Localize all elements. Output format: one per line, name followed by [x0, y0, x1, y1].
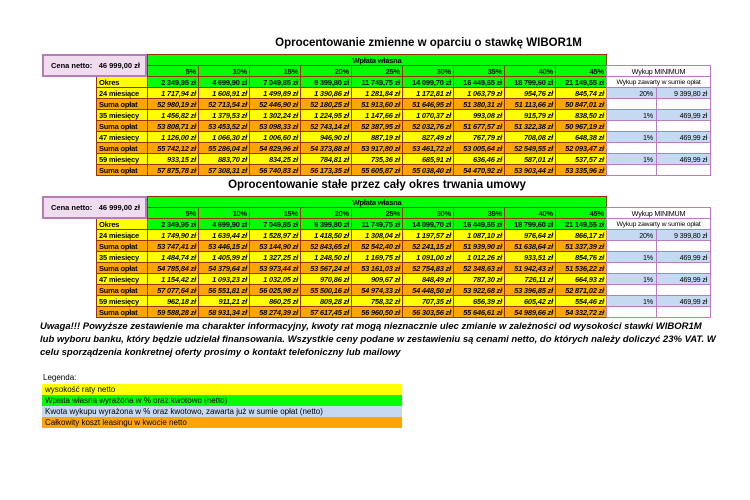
- fixed-rate-title: Oprocentowanie stałe przez cały okres trwania umowy: [228, 179, 526, 191]
- buyout-amount-cell: [657, 165, 711, 176]
- row-label: Okres: [97, 219, 148, 230]
- rate-cell: 1 224,95 zł: [301, 110, 352, 121]
- table-row: [97, 230, 607, 241]
- rate-cell: 554,46 zł: [556, 296, 607, 307]
- total-cost-cell: 53 808,71 zł: [148, 121, 199, 132]
- rate-cell: 845,74 zł: [556, 88, 607, 99]
- row-label: 35 miesięcy: [97, 110, 148, 121]
- buyout-amount-cell: [657, 285, 711, 296]
- rate-cell: 1 390,86 zł: [301, 88, 352, 99]
- percent-header-cell: 15%: [250, 66, 301, 77]
- row-label: Suma opłat: [97, 241, 148, 252]
- total-cost-cell: 53 446,15 zł: [199, 241, 250, 252]
- row-label: 24 miesiące: [97, 230, 148, 241]
- rate-cell: 860,25 zł: [250, 296, 301, 307]
- net-price-label: Cena netto:: [51, 61, 93, 70]
- total-cost-cell: 57 617,45 zł: [301, 307, 352, 318]
- rate-cell: 685,91 zł: [403, 154, 454, 165]
- total-cost-cell: 53 461,72 zł: [403, 143, 454, 154]
- total-cost-cell: 56 551,81 zł: [199, 285, 250, 296]
- row-label: Okres: [97, 77, 148, 88]
- total-cost-cell: 58 931,34 zł: [199, 307, 250, 318]
- rate-cell: 854,76 zł: [556, 252, 607, 263]
- net-price-box-2: [42, 196, 147, 219]
- rate-cell: 1 484,74 zł: [148, 252, 199, 263]
- percent-header-cell: 5%: [148, 208, 199, 219]
- total-cost-cell: 53 098,33 zł: [250, 121, 301, 132]
- buyout-minimum-header: Wykup MINIMUM: [607, 208, 711, 219]
- rate-cell: 827,49 zł: [403, 132, 454, 143]
- row-label: 59 miesięcy: [97, 154, 148, 165]
- percent-header-cell: 5%: [148, 66, 199, 77]
- buyout-percent-cell: [607, 143, 657, 154]
- buyout-amount-cell: 469,99 zł: [657, 296, 711, 307]
- total-cost-cell: 53 396,85 zł: [505, 285, 556, 296]
- percent-header-cell: 25%: [352, 66, 403, 77]
- total-cost-cell: 52 713,54 zł: [199, 99, 250, 110]
- table-row: [97, 285, 607, 296]
- total-cost-cell: 51 536,22 zł: [556, 263, 607, 274]
- rate-cell: 933,15 zł: [148, 154, 199, 165]
- total-cost-cell: 52 542,40 zł: [352, 241, 403, 252]
- downpayment-amount-cell: 14 099,70 zł: [403, 77, 454, 88]
- row-label: Suma opłat: [97, 143, 148, 154]
- total-cost-cell: 56 740,83 zł: [250, 165, 301, 176]
- rate-cell: 1 608,91 zł: [199, 88, 250, 99]
- total-cost-cell: 55 742,12 zł: [148, 143, 199, 154]
- legend-item: Wpłata własna wyrażona w % oraz kwotowo (netto): [42, 395, 402, 406]
- total-cost-cell: 51 677,57 zł: [454, 121, 505, 132]
- total-cost-cell: 55 500,16 zł: [301, 285, 352, 296]
- total-cost-cell: 51 942,43 zł: [505, 263, 556, 274]
- table-row: [97, 121, 607, 132]
- table-row: [97, 219, 607, 230]
- rate-cell: 1 169,75 zł: [352, 252, 403, 263]
- rate-cell: 946,90 zł: [301, 132, 352, 143]
- buyout-amount-cell: [657, 263, 711, 274]
- total-cost-cell: 53 747,41 zł: [148, 241, 199, 252]
- total-cost-cell: 50 847,01 zł: [556, 99, 607, 110]
- percent-header-cell: 45%: [556, 66, 607, 77]
- rate-cell: 664,93 zł: [556, 274, 607, 285]
- rate-cell: 656,39 zł: [454, 296, 505, 307]
- total-cost-cell: 54 829,96 zł: [250, 143, 301, 154]
- percent-header-cell: 20%: [301, 66, 352, 77]
- total-cost-cell: 52 549,55 zł: [505, 143, 556, 154]
- downpayment-amount-cell: 4 699,90 zł: [199, 77, 250, 88]
- row-label: Suma opłat: [97, 99, 148, 110]
- rate-cell: 758,32 zł: [352, 296, 403, 307]
- fixed-rate-buyout-table: [606, 207, 711, 318]
- total-cost-cell: 53 973,44 zł: [250, 263, 301, 274]
- rate-cell: 1 499,89 zł: [250, 88, 301, 99]
- rate-cell: 848,49 zł: [403, 274, 454, 285]
- rate-cell: 933,51 zł: [505, 252, 556, 263]
- total-cost-cell: 53 903,44 zł: [505, 165, 556, 176]
- total-cost-cell: 52 743,14 zł: [301, 121, 352, 132]
- buyout-amount-cell: [657, 307, 711, 318]
- percent-header-cell: 45%: [556, 208, 607, 219]
- downpayment-amount-cell: 7 049,85 zł: [250, 77, 301, 88]
- buyout-amount-cell: [657, 99, 711, 110]
- rate-cell: 1 066,30 zł: [199, 132, 250, 143]
- total-cost-cell: 52 093,47 zł: [556, 143, 607, 154]
- net-price-value: 46 999,00 zł: [98, 203, 140, 212]
- rate-cell: 707,35 zł: [403, 296, 454, 307]
- total-cost-cell: 55 605,87 zł: [352, 165, 403, 176]
- percent-header-cell: 40%: [505, 66, 556, 77]
- total-cost-cell: 53 161,03 zł: [352, 263, 403, 274]
- total-cost-cell: 53 567,24 zł: [301, 263, 352, 274]
- rate-cell: 1 327,25 zł: [250, 252, 301, 263]
- downpayment-amount-cell: 9 399,80 zł: [301, 77, 352, 88]
- rate-cell: 1 308,04 zł: [352, 230, 403, 241]
- row-label: Suma opłat: [97, 307, 148, 318]
- total-cost-cell: 52 980,19 zł: [148, 99, 199, 110]
- rate-cell: 787,30 zł: [454, 274, 505, 285]
- rate-cell: 834,25 zł: [250, 154, 301, 165]
- total-cost-cell: 51 646,95 zł: [403, 99, 454, 110]
- total-cost-cell: 54 974,33 zł: [352, 285, 403, 296]
- rate-cell: 1 093,23 zł: [199, 274, 250, 285]
- total-cost-cell: 53 917,80 zł: [352, 143, 403, 154]
- table-row: [97, 307, 607, 318]
- legend-item: Kwota wykupu wyrażona w % oraz kwotowo, zawarta już w sumie opłat (netto): [42, 406, 402, 417]
- fixed-rate-table: [96, 196, 607, 318]
- total-cost-cell: 50 967,19 zł: [556, 121, 607, 132]
- rate-cell: 1 063,79 zł: [454, 88, 505, 99]
- rate-cell: 1 070,37 zł: [403, 110, 454, 121]
- rate-cell: 970,86 zł: [301, 274, 352, 285]
- downpayment-header: Wpłata własna: [148, 197, 607, 208]
- rate-cell: 1 379,53 zł: [199, 110, 250, 121]
- row-label: Suma opłat: [97, 165, 148, 176]
- buyout-amount-cell: [657, 121, 711, 132]
- rate-cell: 1 012,26 zł: [454, 252, 505, 263]
- rate-cell: 1 006,60 zł: [250, 132, 301, 143]
- downpayment-amount-cell: 2 349,95 zł: [148, 77, 199, 88]
- table-row: [97, 132, 607, 143]
- buyout-percent-cell: 1%: [607, 252, 657, 263]
- buyout-amount-cell: 9 399,80 zł: [657, 230, 711, 241]
- total-cost-cell: 51 638,64 zł: [505, 241, 556, 252]
- buyout-percent-cell: 20%: [607, 88, 657, 99]
- percent-header-cell: 25%: [352, 208, 403, 219]
- table-row: [97, 99, 607, 110]
- rate-cell: 1 032,05 zł: [250, 274, 301, 285]
- downpayment-amount-cell: 2 349,95 zł: [148, 219, 199, 230]
- row-label: Suma opłat: [97, 121, 148, 132]
- row-label: 59 miesięcy: [97, 296, 148, 307]
- percent-header-cell: 10%: [199, 66, 250, 77]
- buyout-percent-cell: [607, 241, 657, 252]
- percent-header-cell: 30%: [403, 208, 454, 219]
- total-cost-cell: 54 448,50 zł: [403, 285, 454, 296]
- total-cost-cell: 56 303,56 zł: [403, 307, 454, 318]
- downpayment-amount-cell: 16 449,65 zł: [454, 219, 505, 230]
- buyout-amount-cell: 469,99 zł: [657, 132, 711, 143]
- rate-cell: 1 091,00 zł: [403, 252, 454, 263]
- buyout-amount-cell: [657, 241, 711, 252]
- total-cost-cell: 54 379,64 zł: [199, 263, 250, 274]
- rate-cell: 1 126,00 zł: [148, 132, 199, 143]
- rate-cell: 866,17 zł: [556, 230, 607, 241]
- total-cost-cell: 54 785,84 zł: [148, 263, 199, 274]
- rate-cell: 1 302,24 zł: [250, 110, 301, 121]
- buyout-percent-cell: 1%: [607, 274, 657, 285]
- total-cost-cell: 54 470,92 zł: [454, 165, 505, 176]
- buyout-percent-cell: [607, 285, 657, 296]
- rate-cell: 962,18 zł: [148, 296, 199, 307]
- percent-header-cell: 30%: [403, 66, 454, 77]
- buyout-percent-cell: [607, 263, 657, 274]
- total-cost-cell: 52 754,83 zł: [403, 263, 454, 274]
- legend-title: Legenda:: [43, 373, 77, 382]
- downpayment-amount-cell: 21 149,55 zł: [556, 77, 607, 88]
- row-label: 47 miesięcy: [97, 132, 148, 143]
- buyout-amount-cell: [657, 143, 711, 154]
- rate-cell: 1 639,44 zł: [199, 230, 250, 241]
- downpayment-amount-cell: 11 749,75 zł: [352, 219, 403, 230]
- variable-rate-buyout-table: [606, 65, 711, 176]
- buyout-included-header: Wykup zawarty w sumie opłat: [607, 77, 711, 88]
- percent-header-cell: 40%: [505, 208, 556, 219]
- rate-cell: 1 154,42 zł: [148, 274, 199, 285]
- net-price-label: Cena netto:: [51, 203, 93, 212]
- table-row: [97, 154, 607, 165]
- downpayment-amount-cell: 21 149,55 zł: [556, 219, 607, 230]
- buyout-amount-cell: 9 399,80 zł: [657, 88, 711, 99]
- rate-cell: 587,01 zł: [505, 154, 556, 165]
- rate-cell: 1 172,81 zł: [403, 88, 454, 99]
- buyout-percent-cell: 1%: [607, 296, 657, 307]
- total-cost-cell: 51 913,60 zł: [352, 99, 403, 110]
- total-cost-cell: 51 337,39 zł: [556, 241, 607, 252]
- rate-cell: 838,50 zł: [556, 110, 607, 121]
- rate-cell: 993,08 zł: [454, 110, 505, 121]
- table-row: [97, 165, 607, 176]
- rate-cell: 954,76 zł: [505, 88, 556, 99]
- buyout-percent-cell: 1%: [607, 154, 657, 165]
- rate-cell: 976,64 zł: [505, 230, 556, 241]
- rate-cell: 726,11 zł: [505, 274, 556, 285]
- downpayment-amount-cell: 14 099,70 zł: [403, 219, 454, 230]
- table-row: [97, 110, 607, 121]
- total-cost-cell: 51 322,38 zł: [505, 121, 556, 132]
- rate-cell: 605,42 zł: [505, 296, 556, 307]
- total-cost-cell: 52 446,90 zł: [250, 99, 301, 110]
- variable-rate-table: [96, 54, 607, 176]
- total-cost-cell: 55 646,61 zł: [454, 307, 505, 318]
- buyout-amount-cell: 469,99 zł: [657, 252, 711, 263]
- downpayment-amount-cell: 4 699,90 zł: [199, 219, 250, 230]
- rate-cell: 1 717,94 zł: [148, 88, 199, 99]
- table-row: [97, 252, 607, 263]
- buyout-percent-cell: 20%: [607, 230, 657, 241]
- total-cost-cell: 58 274,39 zł: [250, 307, 301, 318]
- table-row: [97, 241, 607, 252]
- total-cost-cell: 57 308,31 zł: [199, 165, 250, 176]
- percent-header-cell: 35%: [454, 208, 505, 219]
- total-cost-cell: 57 077,64 zł: [148, 285, 199, 296]
- buyout-amount-cell: 469,99 zł: [657, 154, 711, 165]
- total-cost-cell: 51 939,90 zł: [454, 241, 505, 252]
- legend-item: Całkowity koszt leasingu w kwocie netto: [42, 417, 402, 428]
- downpayment-amount-cell: 11 749,75 zł: [352, 77, 403, 88]
- row-label: 47 miesięcy: [97, 274, 148, 285]
- total-cost-cell: 52 241,15 zł: [403, 241, 454, 252]
- buyout-included-header: Wykup zawarty w sumie opłat: [607, 219, 711, 230]
- percent-header-cell: 35%: [454, 66, 505, 77]
- total-cost-cell: 53 335,96 zł: [556, 165, 607, 176]
- total-cost-cell: 56 173,35 zł: [301, 165, 352, 176]
- total-cost-cell: 52 871,02 zł: [556, 285, 607, 296]
- rate-cell: 1 087,10 zł: [454, 230, 505, 241]
- rate-cell: 1 147,66 zł: [352, 110, 403, 121]
- percent-header-cell: 15%: [250, 208, 301, 219]
- buyout-percent-cell: 1%: [607, 110, 657, 121]
- row-label: 35 miesięcy: [97, 252, 148, 263]
- buyout-amount-cell: 469,99 zł: [657, 274, 711, 285]
- total-cost-cell: 53 144,90 zł: [250, 241, 301, 252]
- downpayment-amount-cell: 18 799,60 zł: [505, 219, 556, 230]
- percent-header-cell: 20%: [301, 208, 352, 219]
- row-label: 24 miesiące: [97, 88, 148, 99]
- rate-cell: 1 749,90 zł: [148, 230, 199, 241]
- buyout-percent-cell: [607, 165, 657, 176]
- row-label: Suma opłat: [97, 285, 148, 296]
- rate-cell: 1 248,50 zł: [301, 252, 352, 263]
- rate-cell: 1 281,84 zł: [352, 88, 403, 99]
- total-cost-cell: 52 387,95 zł: [352, 121, 403, 132]
- rate-cell: 784,81 zł: [301, 154, 352, 165]
- downpayment-amount-cell: 7 049,85 zł: [250, 219, 301, 230]
- table-row: [97, 263, 607, 274]
- total-cost-cell: 54 332,72 zł: [556, 307, 607, 318]
- total-cost-cell: 59 588,28 zł: [148, 307, 199, 318]
- rate-cell: 537,57 zł: [556, 154, 607, 165]
- rate-cell: 883,70 zł: [199, 154, 250, 165]
- buyout-percent-cell: [607, 307, 657, 318]
- rate-cell: 735,36 zł: [352, 154, 403, 165]
- rate-cell: 911,21 zł: [199, 296, 250, 307]
- downpayment-amount-cell: 9 399,80 zł: [301, 219, 352, 230]
- table-row: [97, 77, 607, 88]
- total-cost-cell: 55 038,40 zł: [403, 165, 454, 176]
- table-row: [97, 274, 607, 285]
- net-price-value: 46 999,00 zł: [98, 61, 140, 70]
- rate-cell: 708,08 zł: [505, 132, 556, 143]
- total-cost-cell: 53 005,64 zł: [454, 143, 505, 154]
- rate-cell: 1 197,57 zł: [403, 230, 454, 241]
- total-cost-cell: 54 373,88 zł: [301, 143, 352, 154]
- downpayment-amount-cell: 18 799,60 zł: [505, 77, 556, 88]
- total-cost-cell: 52 032,76 zł: [403, 121, 454, 132]
- table-row: [97, 296, 607, 307]
- percent-header-cell: 10%: [199, 208, 250, 219]
- total-cost-cell: 52 180,25 zł: [301, 99, 352, 110]
- total-cost-cell: 52 348,63 zł: [454, 263, 505, 274]
- total-cost-cell: 53 922,68 zł: [454, 285, 505, 296]
- downpayment-header: Wpłata własna: [148, 55, 607, 66]
- table-row: [97, 143, 607, 154]
- total-cost-cell: 53 453,52 zł: [199, 121, 250, 132]
- rate-cell: 1 528,97 zł: [250, 230, 301, 241]
- table-row: [97, 88, 607, 99]
- buyout-minimum-header: Wykup MINIMUM: [607, 66, 711, 77]
- variable-rate-title: Oprocentowanie zmienne w oparciu o stawkę WIBOR1M: [275, 37, 582, 49]
- rate-cell: 915,79 zł: [505, 110, 556, 121]
- downpayment-amount-cell: 16 449,65 zł: [454, 77, 505, 88]
- buyout-percent-cell: 1%: [607, 132, 657, 143]
- net-price-box-1: [42, 54, 147, 77]
- total-cost-cell: 56 960,50 zł: [352, 307, 403, 318]
- buyout-percent-cell: [607, 99, 657, 110]
- rate-cell: 1 405,99 zł: [199, 252, 250, 263]
- rate-cell: 648,38 zł: [556, 132, 607, 143]
- legend-item: wysokość raty netto: [42, 384, 402, 395]
- total-cost-cell: 56 025,98 zł: [250, 285, 301, 296]
- buyout-percent-cell: [607, 121, 657, 132]
- rate-cell: 767,79 zł: [454, 132, 505, 143]
- total-cost-cell: 55 286,04 zł: [199, 143, 250, 154]
- rate-cell: 887,19 zł: [352, 132, 403, 143]
- disclaimer-text: Uwaga!!! Powyższe zestawienie ma charakter informacyjny, kwoty rat mogą nieznacznie ulec zmianie w zależności od wysokości stawki WIBOR1M lub wyboru banku, który będzie udzielał finansowania. Wszystkie ceny podane w zestawieniu są cenami netto, do których należy doliczyć 23% VAT. W celu sporządzenia konkretnej oferty prosimy o kontakt telefoniczny lub mailowy: [40, 321, 716, 358]
- total-cost-cell: 54 989,66 zł: [505, 307, 556, 318]
- buyout-amount-cell: 469,99 zł: [657, 110, 711, 121]
- total-cost-cell: 57 875,78 zł: [148, 165, 199, 176]
- total-cost-cell: 52 843,65 zł: [301, 241, 352, 252]
- row-label: Suma opłat: [97, 263, 148, 274]
- rate-cell: 1 456,82 zł: [148, 110, 199, 121]
- total-cost-cell: 51 113,66 zł: [505, 99, 556, 110]
- rate-cell: 909,67 zł: [352, 274, 403, 285]
- rate-cell: 1 418,50 zł: [301, 230, 352, 241]
- rate-cell: 809,28 zł: [301, 296, 352, 307]
- rate-cell: 636,46 zł: [454, 154, 505, 165]
- total-cost-cell: 51 380,31 zł: [454, 99, 505, 110]
